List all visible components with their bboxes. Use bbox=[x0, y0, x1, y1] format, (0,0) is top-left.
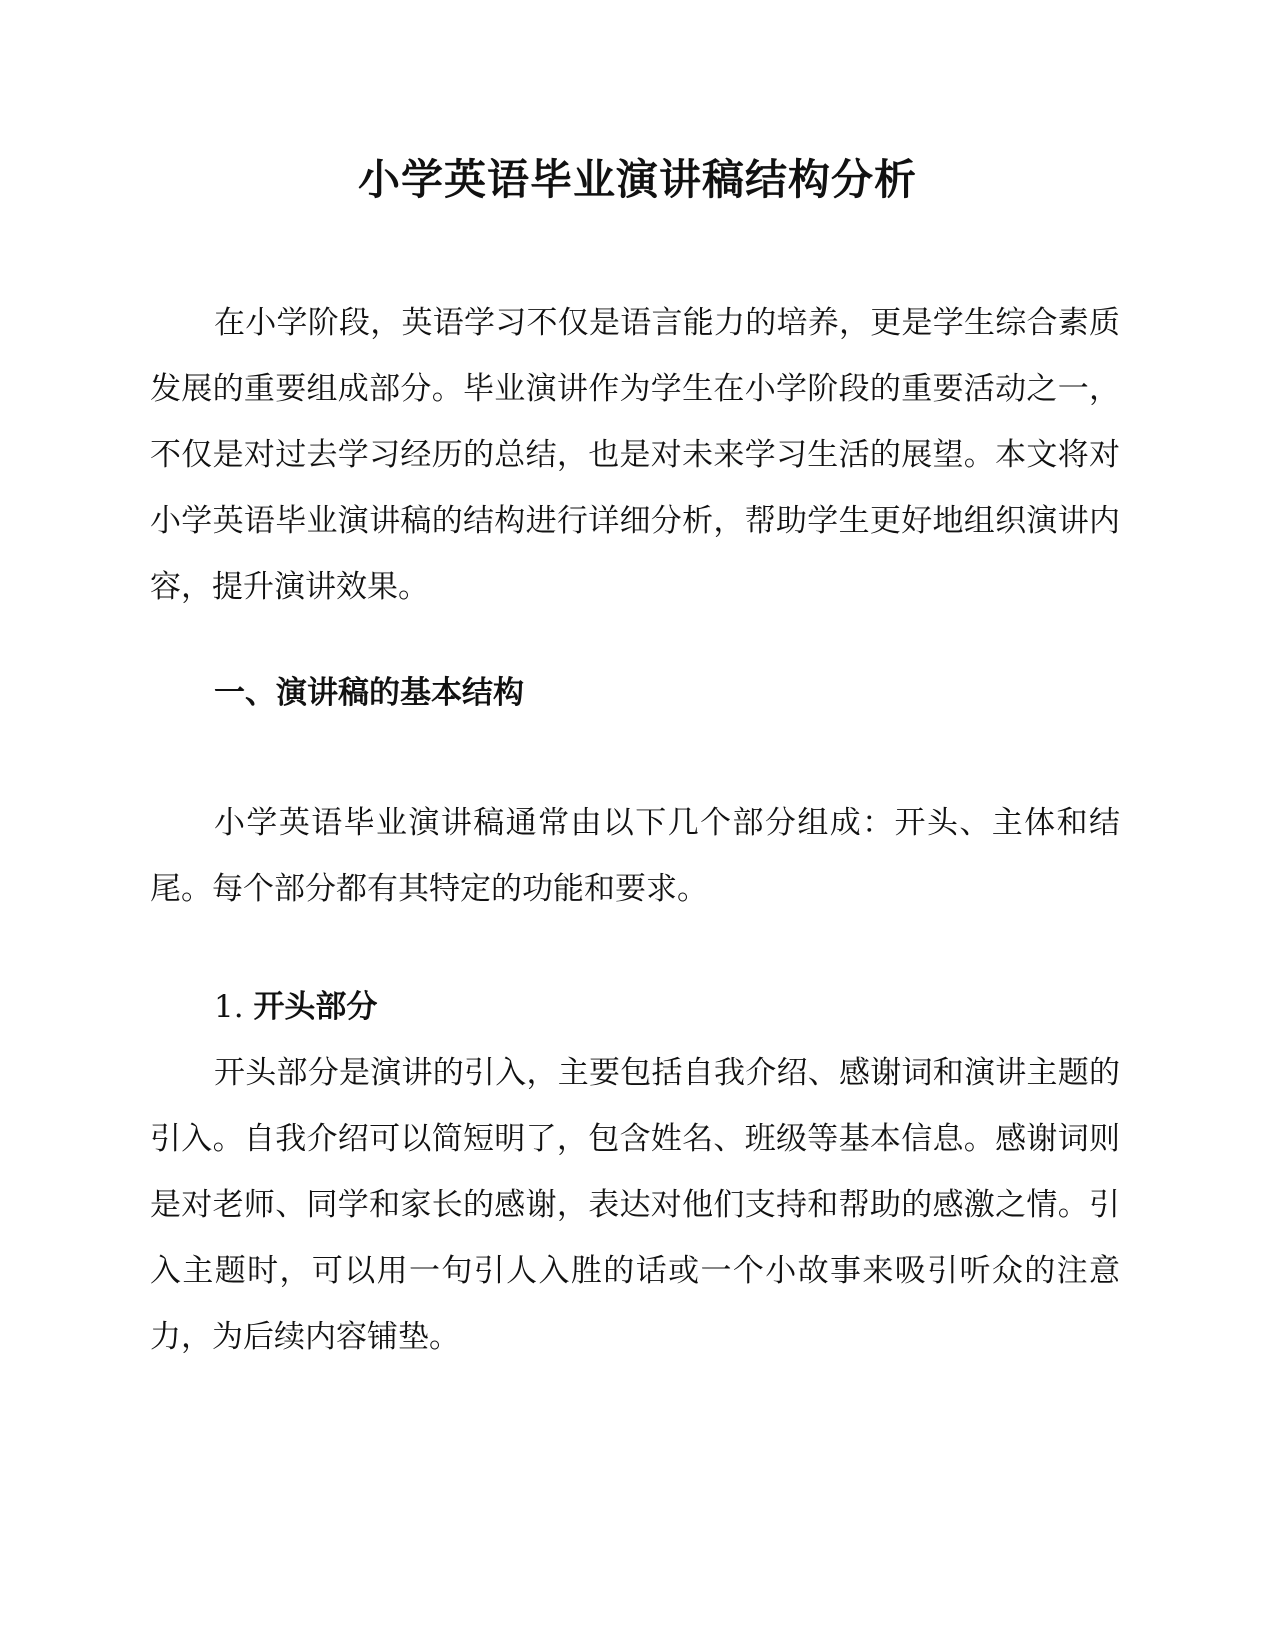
intro-paragraph: 在小学阶段，英语学习不仅是语言能力的培养，更是学生综合素质发展的重要组成部分。毕业演讲作为学生在小学阶段的重要活动之一，不仅是对过去学习经历的总结，也是对未来学习生活的展望。本文将对小学英语毕业演讲稿的结构进行详细分析，帮助学生更好地组织演讲内容，提升演讲效果。 bbox=[150, 305, 1120, 605]
subsection-paragraph: 开头部分是演讲的引入，主要包括自我介绍、感谢词和演讲主题的引入。自我介绍可以简短明了，包含姓名、班级等基本信息。感谢词则是对老师、同学和家长的感谢，表达对他们支持和帮助的感激之情。引入主题时，可以用一句引人入胜的话或一个小故事来吸引听众的注意力，为后续内容铺垫。 bbox=[150, 1055, 1120, 1355]
section-paragraph: 小学英语毕业演讲稿通常由以下几个部分组成：开头、主体和结尾。每个部分都有其特定的功能和要求。 bbox=[150, 805, 1120, 907]
subsection-number: 1. bbox=[214, 989, 254, 1025]
subsection-heading bbox=[214, 982, 377, 1032]
subsection-label: 开头部分 bbox=[253, 989, 378, 1025]
section-heading: 一、演讲稿的基本结构 bbox=[214, 675, 524, 711]
document-title: 小学英语毕业演讲稿结构分析 bbox=[357, 155, 917, 204]
